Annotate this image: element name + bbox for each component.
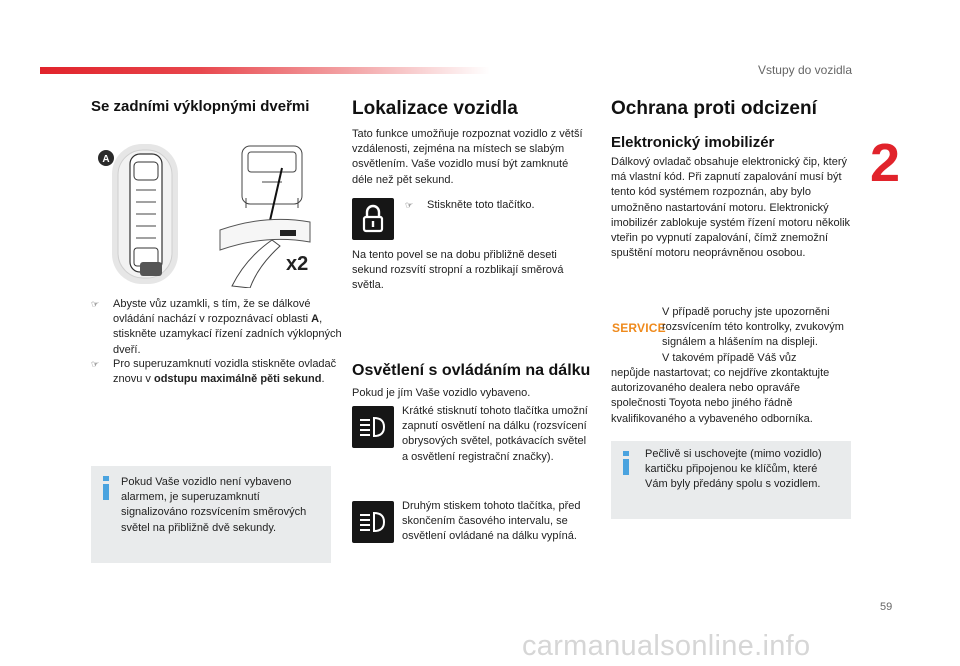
bullet-marker-icon: ☞ [91, 299, 100, 309]
info-icon [99, 474, 113, 502]
bullet-marker-icon: ☞ [91, 359, 100, 369]
fault-action-text: nepůjde nastartovat; co nejdříve zkontaktujte autorizovaného dealera nebo opraváře společnosti Toyota nebo jiného řádně kvalifikovaného a vybaveného odborníka. [611, 367, 830, 425]
bullet-marker-icon: ☞ [405, 200, 414, 210]
header-accent-bar [40, 67, 490, 74]
theft-protection-title: Ochrana proti odcizení [611, 98, 817, 119]
immobiliser-subtitle: Elektronický imobilizér [611, 134, 775, 151]
chapter-number: 2 [870, 133, 901, 193]
callout-a: A [102, 154, 110, 165]
page-number: 59 [880, 601, 893, 613]
info-icon [619, 449, 633, 477]
watermark: carmanualsonline.info [522, 630, 811, 662]
fault-text: V případě poruchy jste upozorněni rozsvícením této kontrolky, zvukovým signálem a hlášením na displeji. V takovém případě Váš vůz [662, 306, 844, 364]
remote-lighting-title: Osvětlení s ovládáním na dálku [352, 362, 591, 379]
section-title: Vstupy do vozidla [757, 63, 852, 77]
headlight-button-icon [352, 406, 394, 448]
car-illustration [96, 138, 316, 288]
vehicle-location-title: Lokalizace vozidla [352, 98, 518, 119]
lock-step: ☞ Stiskněte toto tlačítko. [405, 198, 617, 213]
second-press-text: Druhým stiskem tohoto tlačítka, před skončením časového intervalu, se osvětlení ovládané na dálku vypíná. [402, 500, 581, 543]
info-box-alarm: Pokud Vaše vozidlo není vybaveno alarmem, je superuzamknutí signalizováno rozsvícením směrových světel na přibližně dvě sekundy. [91, 466, 331, 563]
immobiliser-body: Dálkový ovladač obsahuje elektronický čip, který má vlastní kód. Při zapnutí zapalování musí být tento kód systémem rozpoznán, aby bylo umožněno nastartování motoru. Elektronický imobilizér zablokuje systém řízení motoru několik vteřin po vypnutí zapalování, čímž znemožní spuštění motoru neoprávněnou osobou. [611, 156, 851, 260]
headlight-button-icon-2 [352, 501, 394, 543]
info-box-keycard: Pečlivě si uschovejte (mimo vozidlo) kartičku připojenou ke klíčům, které Vám byly předány spolu s vozidlem. [611, 441, 851, 519]
vehicle-location-intro: Tato funkce umožňuje rozpoznat vozidlo z větší vzdálenosti, zejména na místech se slabým osvětlením. Vaše vozidlo musí být zamknuté déle než pět sekund. [352, 128, 583, 186]
short-press-text: Krátké stisknutí tohoto tlačítka umožní zapnutí osvětlení na dálku (rozsvícení obrysových světel, potkávacích světel a osvětlení registrační značky). [402, 405, 588, 463]
lock-result: Na tento povel se na dobu přibližně deseti sekund rozsvítí stropní a rozblikají směrová světla. [352, 249, 564, 292]
lock-button-icon [352, 198, 394, 240]
bullet-superlock: ☞ Pro superuzamknutí vozidla stiskněte ovladač znovu v odstupu maximálně pěti sekund. [91, 358, 337, 386]
service-warning-icon: SERVICE [612, 321, 666, 335]
bullet-lock: ☞ Abyste vůz uzamkli, s tím, že se dálkové ovládání nachází v rozpoznávací oblasti A, stiskněte uzamykací řízení zadních výklopných dveří. [91, 298, 342, 356]
rear-doors-title: Se zadními výklopnými dveřmi [91, 98, 310, 115]
press-count: x2 [286, 253, 309, 275]
remote-lighting-intro: Pokud je jím Vaše vozidlo vybaveno. [352, 387, 531, 399]
